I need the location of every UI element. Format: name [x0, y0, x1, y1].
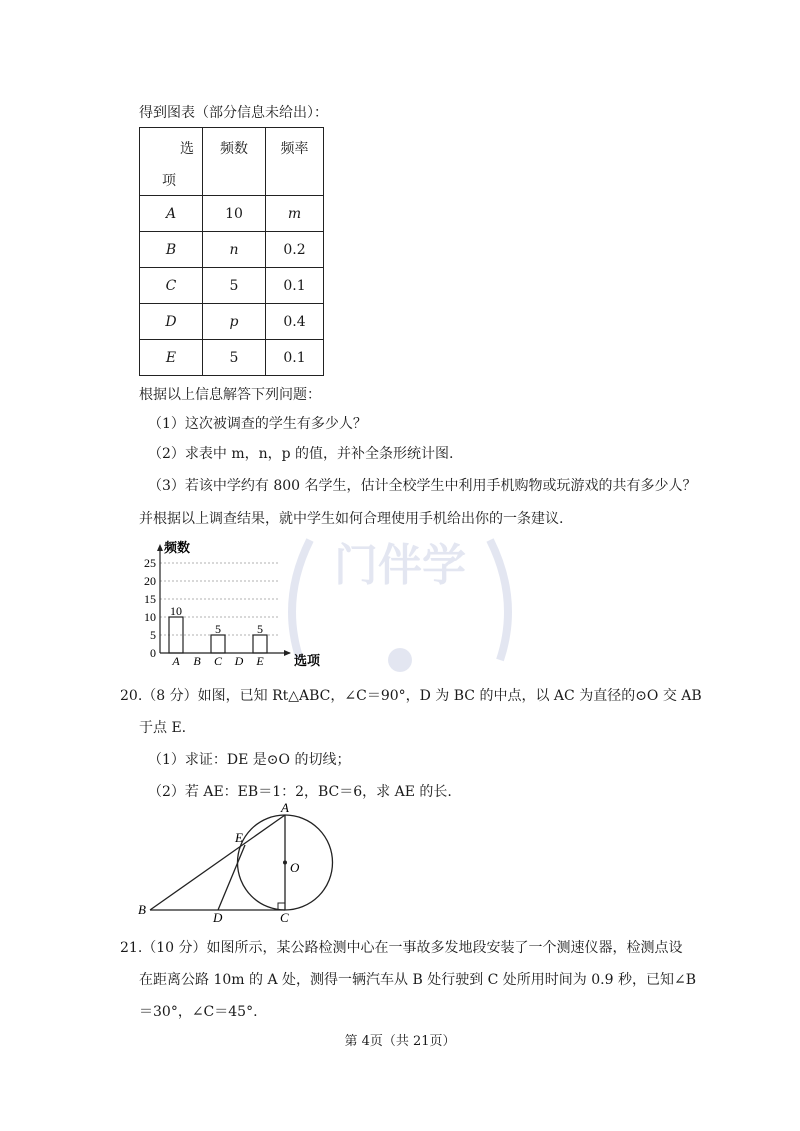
q21-line1: 21.（10 分）如图所示，某公路检测中心在一事故多发地段安装了一个测速仪器，检测点设	[120, 940, 683, 956]
cell-freq: 0.4	[266, 304, 324, 340]
table-row	[140, 196, 324, 232]
header-freq: 频率	[280, 141, 309, 157]
y-tick-label: 25	[144, 556, 156, 570]
cell-freq: 0.1	[266, 268, 324, 304]
cell-count: 10	[203, 196, 266, 232]
x-tick-label: E	[256, 654, 264, 668]
header-count: 频数	[220, 141, 248, 157]
header-count-cell	[203, 128, 266, 196]
cell-freq: 0.2	[266, 232, 324, 268]
x-axis-arrow	[284, 650, 291, 656]
header-option-top: 选	[180, 141, 194, 157]
q21-line2: 在距离公路 10m 的 A 处，测得一辆汽车从 B 处行驶到 C 处所用时间为 0.9 秒，已知∠B	[139, 972, 696, 988]
q19-part1: （1）这次被调查的学生有多少人？	[148, 416, 367, 432]
table-header-row	[140, 128, 324, 196]
x-tick-label: D	[234, 654, 244, 668]
y-axis-arrow	[157, 544, 163, 551]
x-tick-label: A	[172, 654, 180, 668]
label-e: E	[235, 830, 243, 845]
label-o: O	[290, 860, 300, 875]
cell-freq: m	[266, 196, 324, 232]
y-tick-label: 5	[150, 628, 156, 642]
bar-data-label: 10	[170, 604, 182, 618]
label-c: C	[280, 910, 289, 925]
watermark-text: 门伴学	[334, 540, 466, 591]
segment-ba	[150, 815, 285, 910]
label-d: D	[213, 910, 223, 925]
q20-part1: （1）求证：DE 是⊙O 的切线；	[148, 752, 351, 768]
x-tick-label: C	[213, 654, 223, 668]
label-b: B	[138, 902, 146, 917]
cell-option: A	[140, 196, 203, 232]
cell-count: 5	[203, 268, 266, 304]
bar	[211, 635, 225, 653]
cell-count: p	[203, 304, 266, 340]
right-angle-mark	[278, 903, 285, 910]
frequency-table	[139, 127, 324, 376]
y-axis-label: 频数	[164, 541, 191, 556]
table-row	[140, 340, 324, 376]
cell-option: B	[140, 232, 203, 268]
page-footer: 第 4页（共 21页）	[344, 1034, 456, 1049]
bar	[253, 635, 267, 653]
q19-part3: （3）若该中学约有 800 名学生，估计全校学生中利用手机购物或玩游戏的共有多少人？	[148, 478, 697, 494]
q20-line1: 20.（8 分）如图，已知 Rt△ABC，∠C＝90°，D 为 BC 的中点，以 AC 为直径的⊙O 交 AB	[120, 688, 702, 704]
intro-text: 得到图表（部分信息未给出）：	[139, 105, 328, 121]
y-tick-label: 0	[150, 646, 156, 660]
x-tick-label: B	[193, 654, 201, 668]
cell-freq: 0.1	[266, 340, 324, 376]
label-a: A	[281, 800, 289, 815]
cell-option: D	[140, 304, 203, 340]
q20-line2: 于点 E.	[139, 720, 187, 736]
y-tick-label: 20	[144, 574, 156, 588]
cell-option: E	[140, 340, 203, 376]
table-row	[140, 304, 324, 340]
q19-lead: 根据以上信息解答下列问题：	[139, 387, 321, 403]
header-option-bottom: 项	[162, 173, 176, 189]
x-axis-label: 选项	[294, 654, 321, 669]
bar-chart	[140, 538, 340, 670]
bar-data-label: 5	[215, 622, 221, 636]
q20-part2: （2）若 AE：EB＝1：2，BC＝6，求 AE 的长.	[148, 784, 452, 800]
y-tick-label: 15	[144, 592, 156, 606]
geometry-figure	[130, 800, 360, 925]
center-point	[283, 861, 287, 865]
segment-de	[218, 845, 245, 910]
bar-data-label: 5	[257, 622, 263, 636]
q21-line3: ＝30°，∠C＝45°.	[139, 1004, 258, 1020]
table-row	[140, 268, 324, 304]
q19-part4: 并根据以上调查结果，就中学生如何合理使用手机给出你的一条建议.	[139, 511, 564, 527]
cell-count: 5	[203, 340, 266, 376]
y-tick-label: 10	[144, 610, 156, 624]
header-freq-cell	[266, 128, 324, 196]
cell-option: C	[140, 268, 203, 304]
header-option-cell	[140, 128, 203, 196]
cell-count: n	[203, 232, 266, 268]
q19-part2: （2）求表中 m，n，p 的值，并补全条形统计图.	[148, 446, 454, 462]
table-row	[140, 232, 324, 268]
